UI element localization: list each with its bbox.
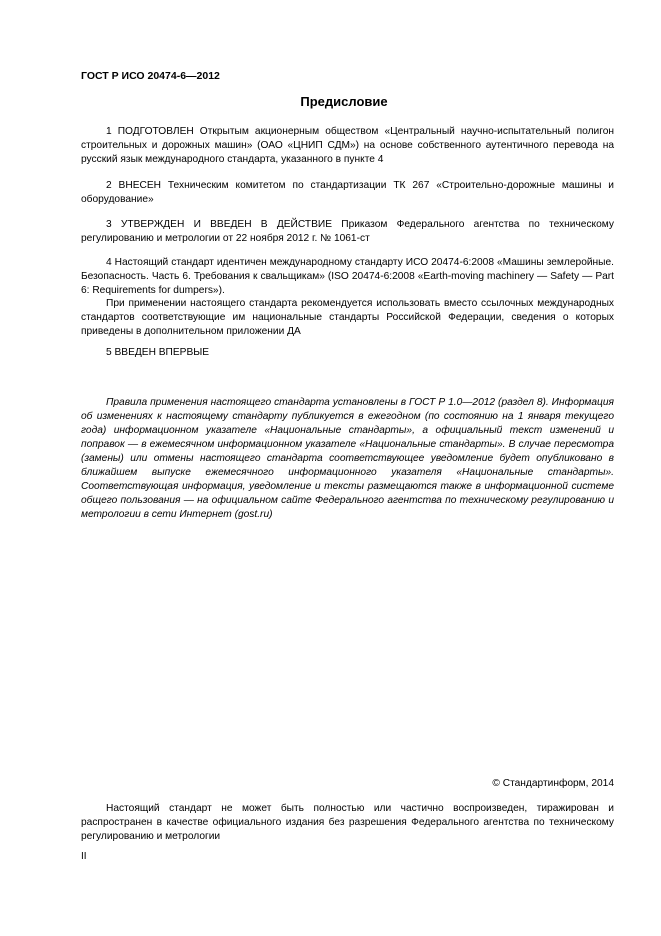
paragraph-prepared-by: 1 ПОДГОТОВЛЕН Открытым акционерным обществом «Центральный научно-испытательный полигон строительных и дорожных машин» (ОАО «ЦНИП СДМ») на основе собственного аутентичного перевода на русский язык международного стандарта, указанного в пункте 4: [81, 126, 614, 165]
paragraph-submitted-by: 2 ВНЕСЕН Техническим комитетом по стандартизации ТК 267 «Строительно-дорожные машины и оборудование»: [81, 180, 614, 205]
page-number: II: [81, 851, 87, 862]
paragraph-approved: 3 УТВЕРЖДЕН И ВВЕДЕН В ДЕЙСТВИЕ Приказом Федерального агентства по техническому регулированию и метрологии от 22 ноября 2012 г. № 1061-ст: [81, 219, 614, 244]
section-title: Предисловие: [300, 94, 388, 109]
application-rules-notice: Правила применения настоящего стандарта установлены в ГОСТ Р 1.0—2012 (раздел 8). Информация об изменениях к настоящему стандарту публикуется в ежегодном (по состоянию на 1 января текущего года) информационном указателе «Национальные стандарты», а официальный текст изменений и поправок — в ежемесячном информационном указателе «Национальные стандарты». В случае пересмотра (замены) или отмены настоящего стандарта соответствующее уведомление будет опубликовано в ближайшем выпуске ежемесячного информационного указателя «Национальные стандарты». Соответствующая информация, уведомление и тексты размещаются также в информационной системе общего пользования — на официальном сайте Федерального агентства по техническому регулированию и метрологии в сети Интернет (gost.ru): [81, 397, 614, 520]
document-code-header: ГОСТ Р ИСО 20474-6—2012: [81, 70, 220, 82]
reproduction-notice: Настоящий стандарт не может быть полностью или частично воспроизведен, тиражирован и распространен в качестве официального издания без разрешения Федерального агентства по техническому регулированию и метрологии: [81, 803, 614, 842]
paragraph-first-introduced: 5 ВВЕДЕН ВПЕРВЫЕ: [106, 347, 210, 358]
copyright-notice: © Стандартинформ, 2014: [492, 778, 614, 789]
paragraph-identity: 4 Настоящий стандарт идентичен международному стандарту ИСО 20474-6:2008 «Машины землеройные. Безопасность. Часть 6. Требования к свальщикам» (ISO 20474-6:2008 «Earth-moving machinery — Safety — Part 6: Requirements for dumpers»).: [81, 257, 614, 296]
paragraph-references: При применении настоящего стандарта рекомендуется использовать вместо ссылочных международных стандартов соответствующие им национальные стандарты Российской Федерации, сведения о которых приведены в дополнительном приложении ДА: [81, 298, 614, 337]
